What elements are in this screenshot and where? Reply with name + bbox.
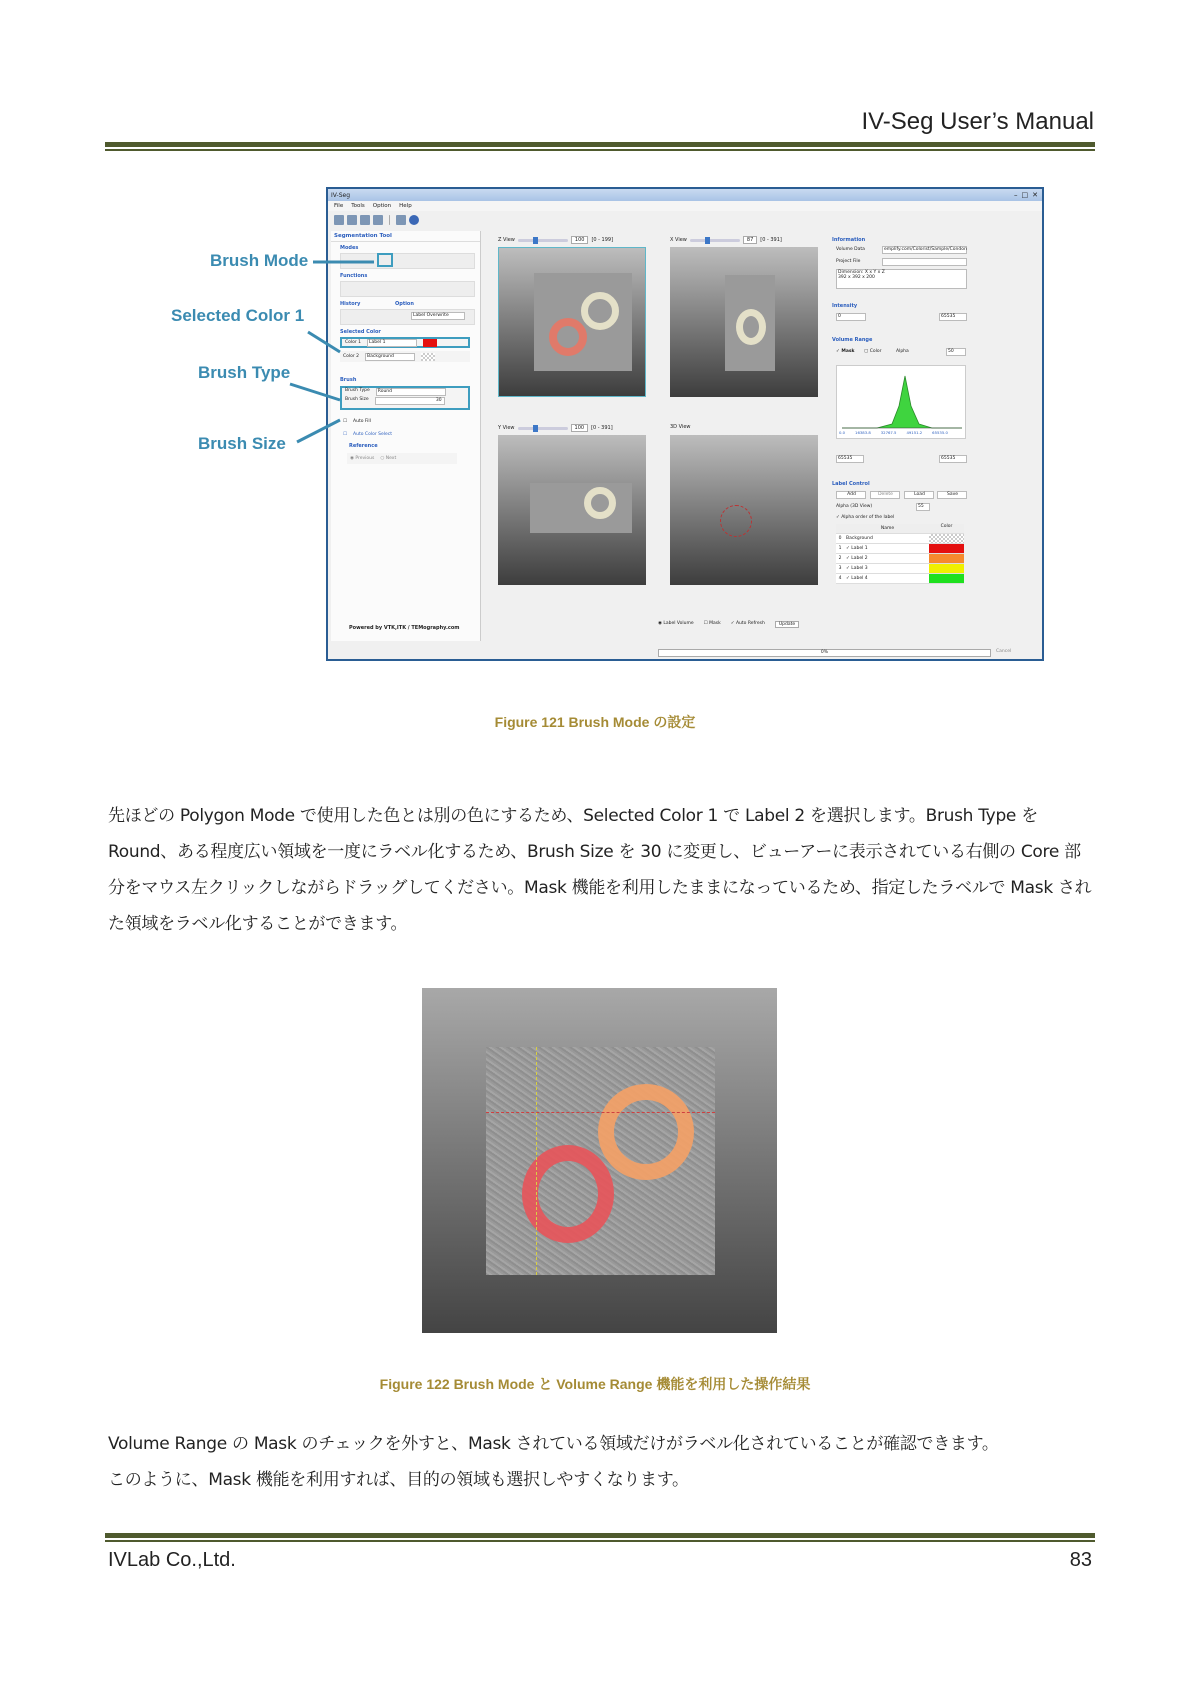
menu-option[interactable]: Option — [372, 203, 392, 209]
menu-tools[interactable]: Tools — [351, 203, 365, 209]
toolbar — [328, 211, 1042, 229]
modes-label: Modes — [340, 245, 359, 251]
footer-company: IVLab Co.,Ltd. — [108, 1549, 236, 1571]
color1-select[interactable]: Label 1 — [367, 339, 417, 347]
x-view-slider[interactable] — [690, 239, 740, 242]
open-icon[interactable] — [334, 215, 344, 225]
label2-ring-orange — [598, 1084, 694, 1180]
x-view-canvas[interactable] — [670, 247, 818, 397]
footer-rule — [105, 1533, 1095, 1542]
histogram-ticks: 0.0 16383.8 32767.5 49151.2 65535.0 — [839, 430, 948, 435]
reference-options — [347, 453, 457, 464]
figure122-caption: Figure 122 Brush Mode と Volume Range 機能を利用した操作結果 — [379, 1376, 811, 1392]
auto-color-select-checkbox[interactable]: ☐ Auto Color Select — [343, 432, 392, 437]
table-row[interactable]: 4 ✓ Label 4 — [836, 574, 964, 584]
minimize-icon[interactable]: – — [1014, 191, 1018, 199]
range-min[interactable]: 65535 — [836, 455, 864, 463]
menu-bar — [328, 201, 1042, 211]
selected-color-label: Selected Color — [340, 329, 381, 335]
view-options — [658, 621, 799, 628]
label-control-label: Label Control — [832, 481, 870, 487]
intensity-min[interactable]: 0 — [836, 313, 866, 321]
window-titlebar — [328, 189, 1042, 201]
label-volume-radio[interactable]: ◉ Label Volume — [658, 621, 694, 626]
cancel-button[interactable]: Cancel — [996, 649, 1012, 654]
alpha-value[interactable]: 50 — [946, 348, 966, 356]
dimension-box: Dimension: X x Y x Z 392 x 392 x 200 — [836, 269, 967, 289]
load-button[interactable]: Load — [904, 491, 934, 499]
save-label-button[interactable]: Save — [937, 491, 967, 499]
callout-brush-mode: Brush Mode — [210, 251, 309, 270]
maximize-icon[interactable]: □ — [1021, 191, 1029, 199]
functions-toolbar — [340, 281, 475, 297]
project-file-field[interactable] — [882, 258, 967, 266]
mask-checkbox[interactable]: ✓ Mask — [836, 349, 855, 354]
result-figure — [422, 988, 777, 1333]
table-row[interactable]: 2 ✓ Label 2 — [836, 554, 964, 564]
core-region — [581, 292, 619, 330]
next-radio[interactable]: ○ Next — [380, 456, 397, 461]
option-label: Option — [395, 301, 414, 307]
previous-radio[interactable]: ◉ Previous — [350, 456, 375, 461]
x-view-header: X View 87 [0 - 391] — [670, 237, 782, 243]
label-overwrite-button[interactable]: Label Overwrite — [411, 312, 465, 320]
histogram-curve — [842, 376, 962, 428]
label-table — [836, 524, 964, 584]
body-paragraph-2 — [108, 1426, 1093, 1498]
z-view-value[interactable]: 100 — [571, 236, 589, 244]
histogram[interactable] — [836, 365, 966, 439]
color2-row: Color 2 Background — [340, 351, 470, 362]
update-button[interactable]: Update — [775, 621, 799, 628]
y-view-header: Y View 100 [0 - 391] — [498, 425, 613, 431]
x-view-value[interactable]: 87 — [743, 236, 757, 244]
body-paragraph-2-line-1: Volume Range の Mask のチェックを外すと、Mask されている領域だけがラベル化されていることが確認できます。 — [108, 1434, 999, 1454]
reference-label: Reference — [349, 443, 378, 449]
close-icon[interactable]: ✕ — [1032, 191, 1038, 199]
mask-radio[interactable]: ☐ Mask — [703, 621, 721, 626]
history-label: History — [340, 301, 361, 307]
alpha-order-checkbox[interactable]: ✓ Alpha order of the label — [836, 515, 895, 520]
color1-row: Color 1 Label 1 — [340, 337, 470, 348]
color2-select[interactable]: Background — [365, 353, 415, 361]
menu-file[interactable]: File — [334, 203, 344, 209]
intensity-max[interactable]: 65535 — [939, 313, 967, 321]
brush-label: Brush — [340, 377, 357, 383]
intensity-label: Intensity — [832, 303, 858, 309]
page-number: 83 — [1069, 1549, 1092, 1571]
color1-swatch — [423, 339, 437, 347]
y-view-value[interactable]: 100 — [571, 424, 589, 432]
book-icon[interactable] — [396, 215, 406, 225]
color-checkbox[interactable]: ▢ Color — [864, 349, 882, 354]
brush-type-select[interactable]: Round — [376, 388, 446, 396]
table-row[interactable]: 0 Background — [836, 534, 964, 544]
panel-title: Segmentation Tool — [331, 231, 480, 242]
save-icon[interactable] — [347, 215, 357, 225]
auto-refresh-checkbox[interactable]: ✓ Auto Refresh — [730, 621, 765, 626]
callout-selected-color-1: Selected Color 1 — [171, 306, 305, 325]
table-row[interactable]: 1 ✓ Label 1 — [836, 544, 964, 554]
delete-button[interactable]: Delete — [870, 491, 900, 499]
callout-brush-size: Brush Size — [198, 434, 286, 453]
y-view-slider[interactable] — [518, 427, 568, 430]
view-3d-header: 3D View — [670, 424, 691, 430]
powered-by-text: Powered by VTK,ITK / TEMography.com — [349, 625, 460, 631]
figure121-caption: Figure 121 Brush Mode の設定 — [494, 714, 696, 730]
label-region-red — [549, 318, 587, 356]
range-max[interactable]: 65535 — [939, 455, 967, 463]
z-view-canvas[interactable] — [498, 247, 646, 397]
information-panel: Information Volume Data emplify.com/Colorist/Sample/Condon Project File Dimension: X x Y x Z 392 x 392 x 200 Intensity 0 65535 Volume Range ✓ Mask ▢ Color Alpha 50 0.0 16383.8 32767.5 49151.2 65535.0 65535 65535 Label Control Add Delete Load Save Alpha (3D View) 55 ✓ Alpha order of the label Name Color 0 Background 1 ✓ Label 1 2 ✓ Label 2 3 ✓ Label 3 4 ✓ Label 4 — [824, 231, 974, 651]
auto-fill-checkbox[interactable]: ☐ Auto Fill — [343, 419, 371, 424]
callout-brush-type: Brush Type — [198, 363, 291, 382]
brush-settings: Brush Type Round Brush Size 30 — [340, 386, 470, 410]
z-view-slider[interactable] — [518, 239, 568, 242]
add-button[interactable]: Add — [836, 491, 866, 499]
alpha-3d-value[interactable]: 55 — [916, 503, 930, 511]
segmentation-tool-panel — [331, 231, 481, 641]
brush-size-slider[interactable]: 30 — [375, 397, 445, 405]
brush-mode-button[interactable] — [377, 253, 393, 267]
info-icon[interactable] — [409, 215, 419, 225]
volume-range-label: Volume Range — [832, 337, 873, 343]
menu-help[interactable]: Help — [399, 203, 412, 209]
color2-swatch — [421, 353, 435, 361]
label-table-header: Name Color — [836, 524, 964, 534]
y-view-canvas[interactable] — [498, 435, 646, 585]
header-rule — [105, 142, 1095, 151]
manual-title: IV-Seg User’s Manual — [861, 108, 1094, 135]
progress-bar: 0% — [658, 649, 991, 657]
modes-toolbar — [340, 253, 475, 269]
view-3d-canvas[interactable] — [670, 435, 818, 585]
volume-data-field[interactable]: emplify.com/Colorist/Sample/Condon — [884, 247, 967, 252]
body-paragraph-1: 先ほどの Polygon Mode で使用した色とは別の色にするため、Selected Color 1 で Label 2 を選択します。Brush Type を Round、ある程度広い領域を一度にラベル化するため、Brush Size を 30 に変更し、ビューアーに表示されている右側の Core 部分をマウス左クリックしながらドラッグしてください。Mask 機能を利用したままになっているため、指定したラベルで Mask された領域をラベル化することができます。 — [108, 806, 1092, 934]
histogram-plot — [837, 366, 967, 440]
table-row[interactable]: 3 ✓ Label 3 — [836, 564, 964, 574]
information-label: Information — [832, 237, 866, 243]
export-icon[interactable] — [373, 215, 383, 225]
save-as-icon[interactable] — [360, 215, 370, 225]
functions-label: Functions — [340, 273, 368, 279]
body-paragraph-2-line-2: このように、Mask 機能を利用すれば、目的の領域も選択しやすくなります。 — [108, 1470, 689, 1490]
window-title: IV-Seg — [331, 191, 350, 199]
app-screenshot — [326, 187, 1044, 661]
z-view-header: Z View 100 [0 - 199] — [498, 237, 614, 243]
